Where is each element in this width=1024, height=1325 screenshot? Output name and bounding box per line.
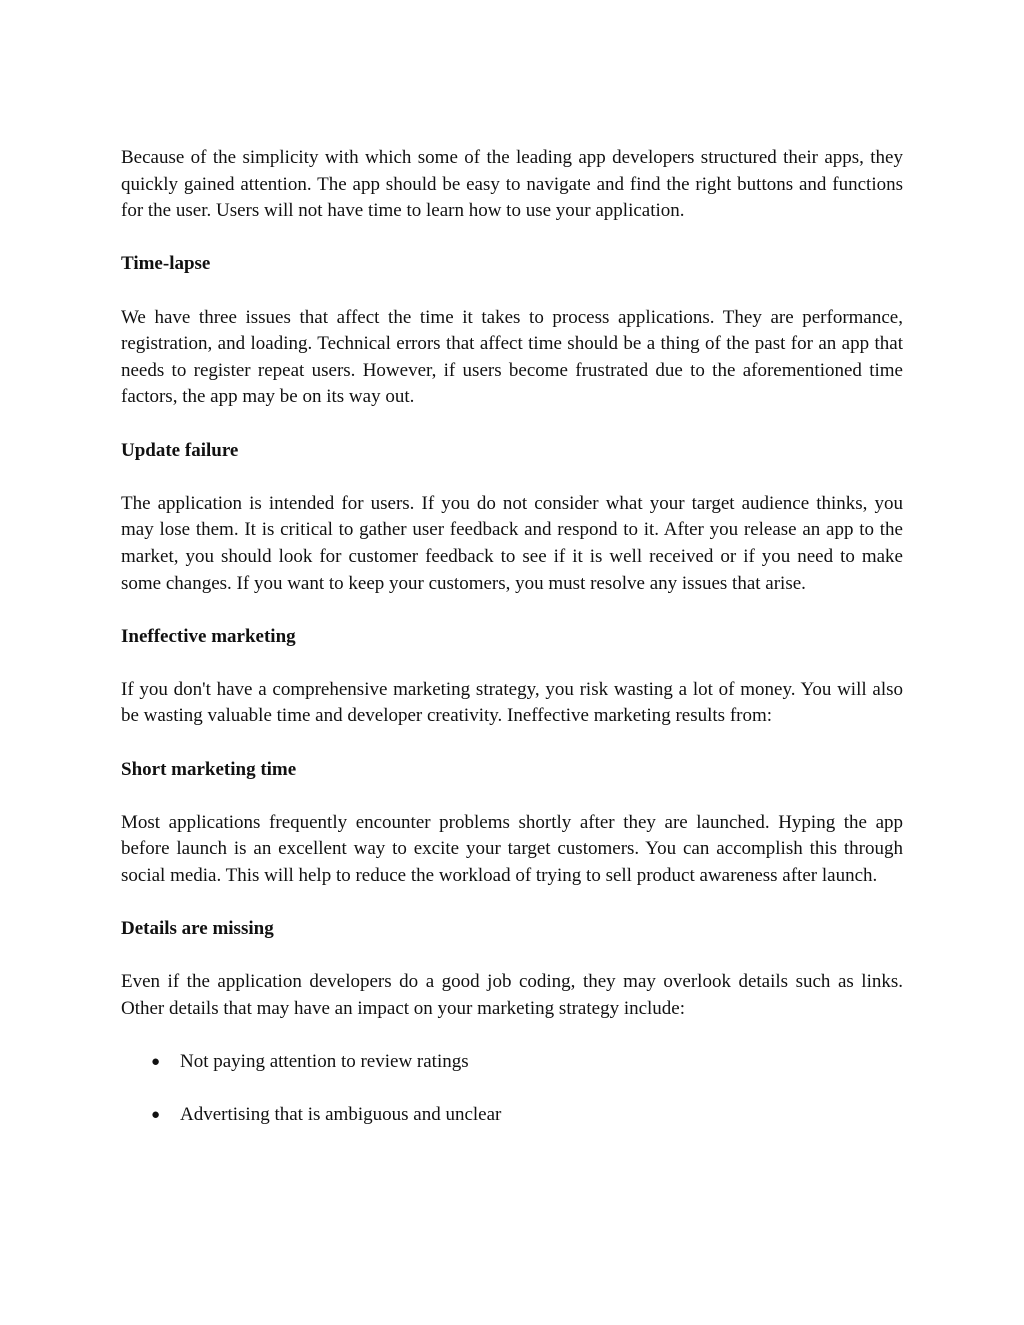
document-page [121,145,903,1156]
list-item [121,1049,903,1076]
paragraph-ineffective-marketing: If you don't have a comprehensive marketing strategy, you risk wasting a lot of money. You will also be wasting valuable time and developer creativity. Ineffective marketing results from: [121,678,903,727]
bullet-text: Advertising that is ambiguous and unclear [180,1104,502,1126]
heading-update-failure: Update failure [121,439,239,461]
paragraph-update-failure: The application is intended for users. If you do not consider what your target audience thinks, you may lose them. It is critical to gather user feedback and respond to it. After you release an app to the market, you should look for customer feedback to see if it is well received or if you need to make some changes. If you want to keep your customers, you must resolve any issues that arise. [121,492,903,594]
heading-time-lapse: Time-lapse [121,253,211,275]
heading-short-marketing-time: Short marketing time [121,758,297,780]
heading-details-missing: Details are missing [121,918,274,940]
paragraph-intro: Because of the simplicity with which some of the leading app developers structured their apps, they quickly gained attention. The app should be easy to navigate and find the right buttons and functions for the user. Users will not have time to learn how to use your application. [121,147,903,222]
list-item [121,1102,903,1129]
paragraph-short-marketing-time: Most applications frequently encounter problems shortly after they are launched. Hyping the app before launch is an excellent way to excite your target customers. You can accomplish this through social media. This will help to reduce the workload of trying to sell product awareness after launch. [121,811,903,887]
bullet-list [121,1049,903,1129]
paragraph-time-lapse: We have three issues that affect the time it takes to process applications. They are performance, registration, and loading. Technical errors that affect time should be a thing of the past for an app that needs to register repeat users. However, if users become frustrated due to the aforementioned time factors, the app may be on its way out. [121,306,903,408]
heading-ineffective-marketing: Ineffective marketing [121,625,296,647]
bullet-icon: ● [151,1107,161,1124]
paragraph-details-missing: Even if the application developers do a good job coding, they may overlook details such as links. Other details that may have an impact on your marketing strategy include: [121,971,903,1019]
bullet-text: Not paying attention to review ratings [180,1051,469,1073]
bullet-icon: ● [151,1054,161,1071]
